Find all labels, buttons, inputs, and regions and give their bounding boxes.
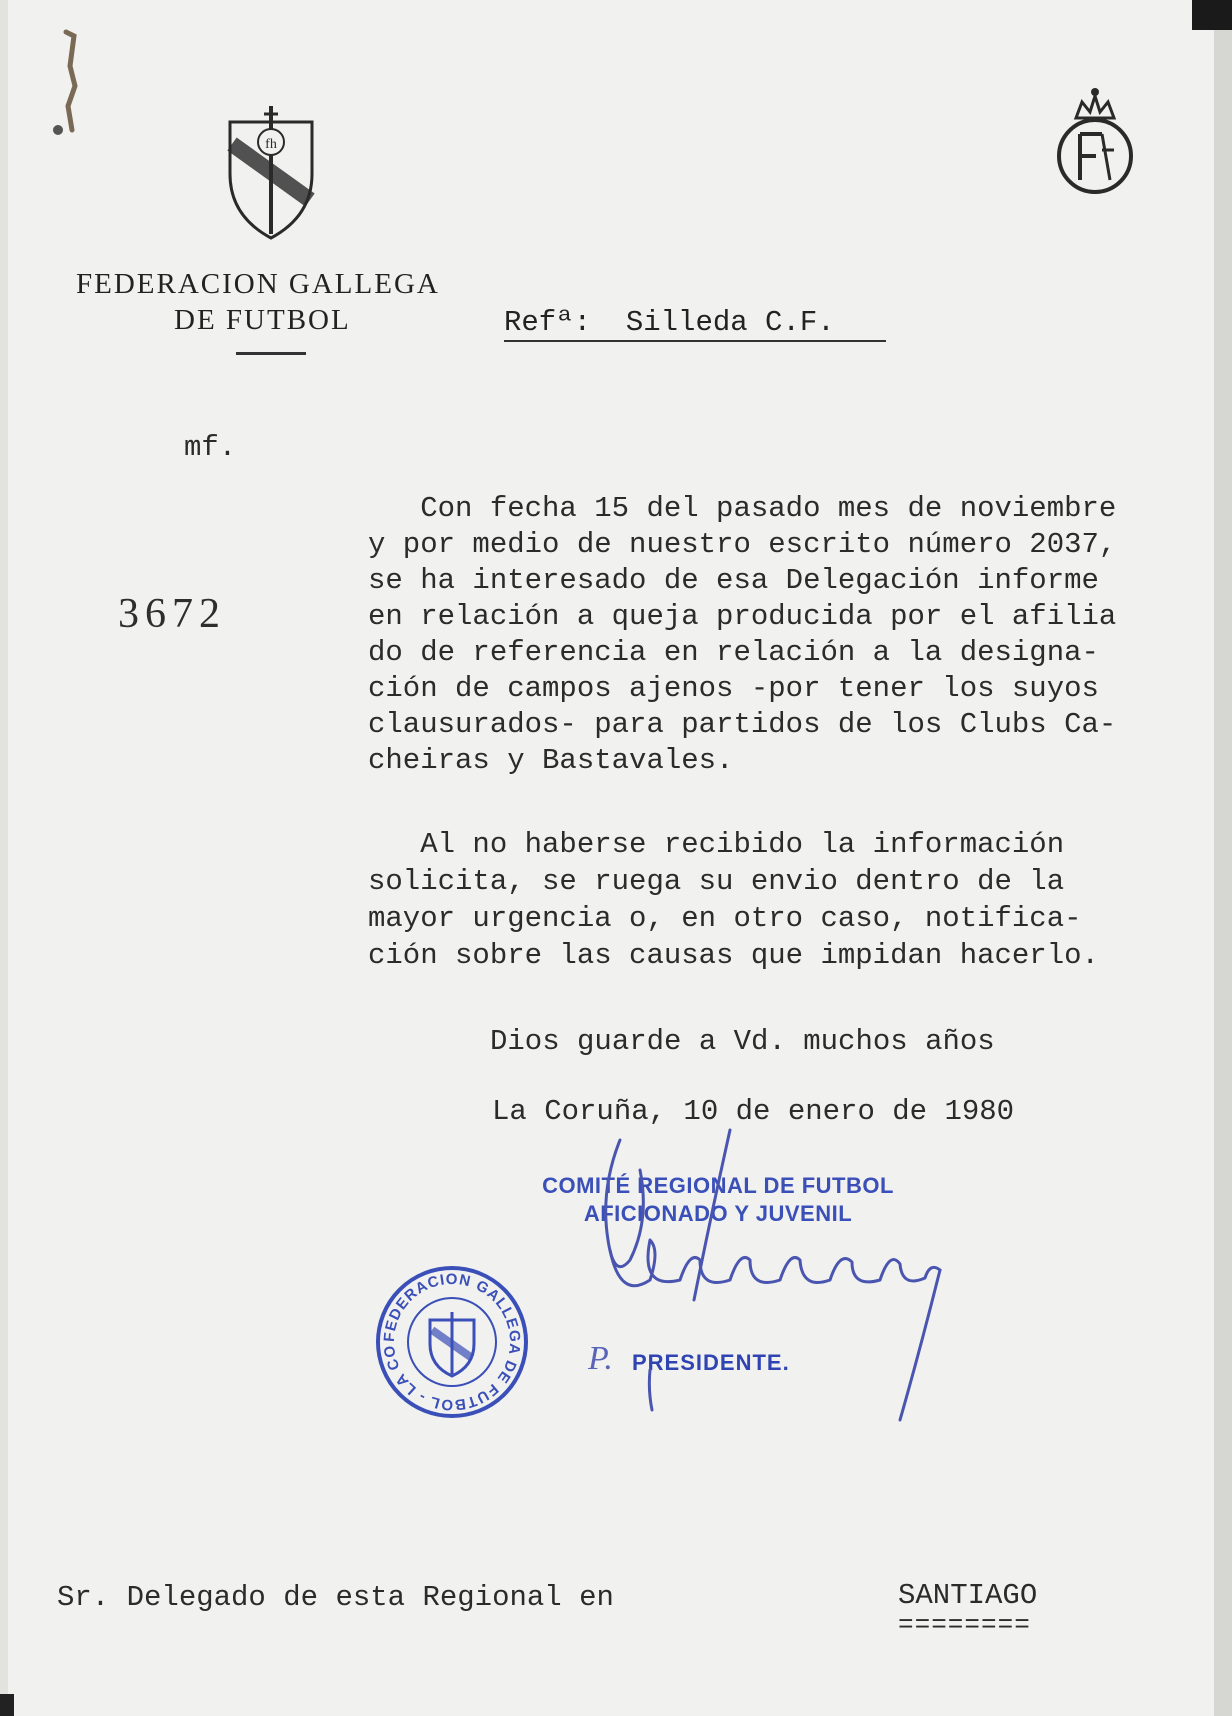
body-line: ción de campos ajenos -por tener los suyos bbox=[368, 672, 1099, 705]
body-paragraph-2 bbox=[368, 826, 1099, 974]
reference-line bbox=[504, 306, 835, 339]
city-underline: ======== bbox=[898, 1610, 1031, 1640]
president-title: PRESIDENTE. bbox=[632, 1350, 790, 1375]
organization-name bbox=[76, 266, 476, 338]
addressee-line: Sr. Delegado de esta Regional en bbox=[57, 1581, 614, 1614]
seal-ring-text: FEDERACION GALLEGA DE FUTBOL - LA CORUÑA - bbox=[366, 1249, 524, 1414]
body-line: en relación a queja producida por el afilia bbox=[368, 600, 1117, 633]
org-line-1: FEDERACION GALLEGA bbox=[76, 268, 440, 300]
scan-corner-top bbox=[1192, 0, 1232, 30]
reference-underline bbox=[504, 340, 886, 342]
stamp-line-1: COMITÉ REGIONAL DE FUTBOL bbox=[542, 1173, 894, 1198]
reference-value: Silleda C.F. bbox=[625, 306, 835, 339]
body-paragraph-1 bbox=[368, 491, 1116, 779]
stamp-line-2: AFICIONADO Y JUVENIL bbox=[583, 1201, 853, 1226]
body-line: se ha interesado de esa Delegación informe bbox=[368, 564, 1099, 597]
staple-mark-icon bbox=[48, 26, 88, 146]
body-line: clausurados- para partidos de los Clubs Ca- bbox=[368, 708, 1117, 741]
paper-edge-left bbox=[0, 0, 8, 1716]
svg-text:FEDERACION GALLEGA DE FUTBOL - bbox=[366, 1248, 523, 1413]
register-number: 3672 bbox=[118, 591, 226, 637]
signature-icon bbox=[590, 1130, 1010, 1430]
royal-spanish-federation-crest-icon bbox=[1050, 84, 1140, 204]
federation-round-seal-icon bbox=[366, 1249, 532, 1422]
svg-text:fh: fh bbox=[265, 137, 277, 152]
galician-federation-shield-icon bbox=[226, 104, 316, 244]
paper-edge-right bbox=[1214, 0, 1232, 1716]
org-line-2: DE FUTBOL bbox=[174, 304, 351, 336]
body-line: mayor urgencia o, en otro caso, notifica- bbox=[368, 902, 1082, 935]
body-line: solicita, se ruega su envio dentro de la bbox=[368, 865, 1065, 898]
addressee-city: SANTIAGO bbox=[898, 1579, 1038, 1612]
body-line: do de referencia en relación a la designa- bbox=[368, 636, 1099, 669]
body-line: y por medio de nuestro escrito número 2037, bbox=[368, 528, 1117, 561]
place-and-date: La Coruña, 10 de enero de 1980 bbox=[492, 1095, 1015, 1128]
body-line: cheiras y Bastavales. bbox=[368, 744, 734, 777]
body-line: Con fecha 15 del pasado mes de noviembre bbox=[368, 492, 1117, 525]
body-line: Al no haberse recibido la información bbox=[368, 828, 1065, 861]
org-divider bbox=[236, 352, 306, 355]
scan-corner-bottom bbox=[0, 1694, 14, 1716]
typist-initials: mf. bbox=[184, 431, 237, 464]
closing-formula: Dios guarde a Vd. muchos años bbox=[490, 1025, 995, 1058]
body-line: ción sobre las causas que impidan hacerlo. bbox=[368, 939, 1099, 972]
per-initial: P. bbox=[588, 1340, 613, 1377]
reference-label: Refª: bbox=[504, 306, 592, 339]
